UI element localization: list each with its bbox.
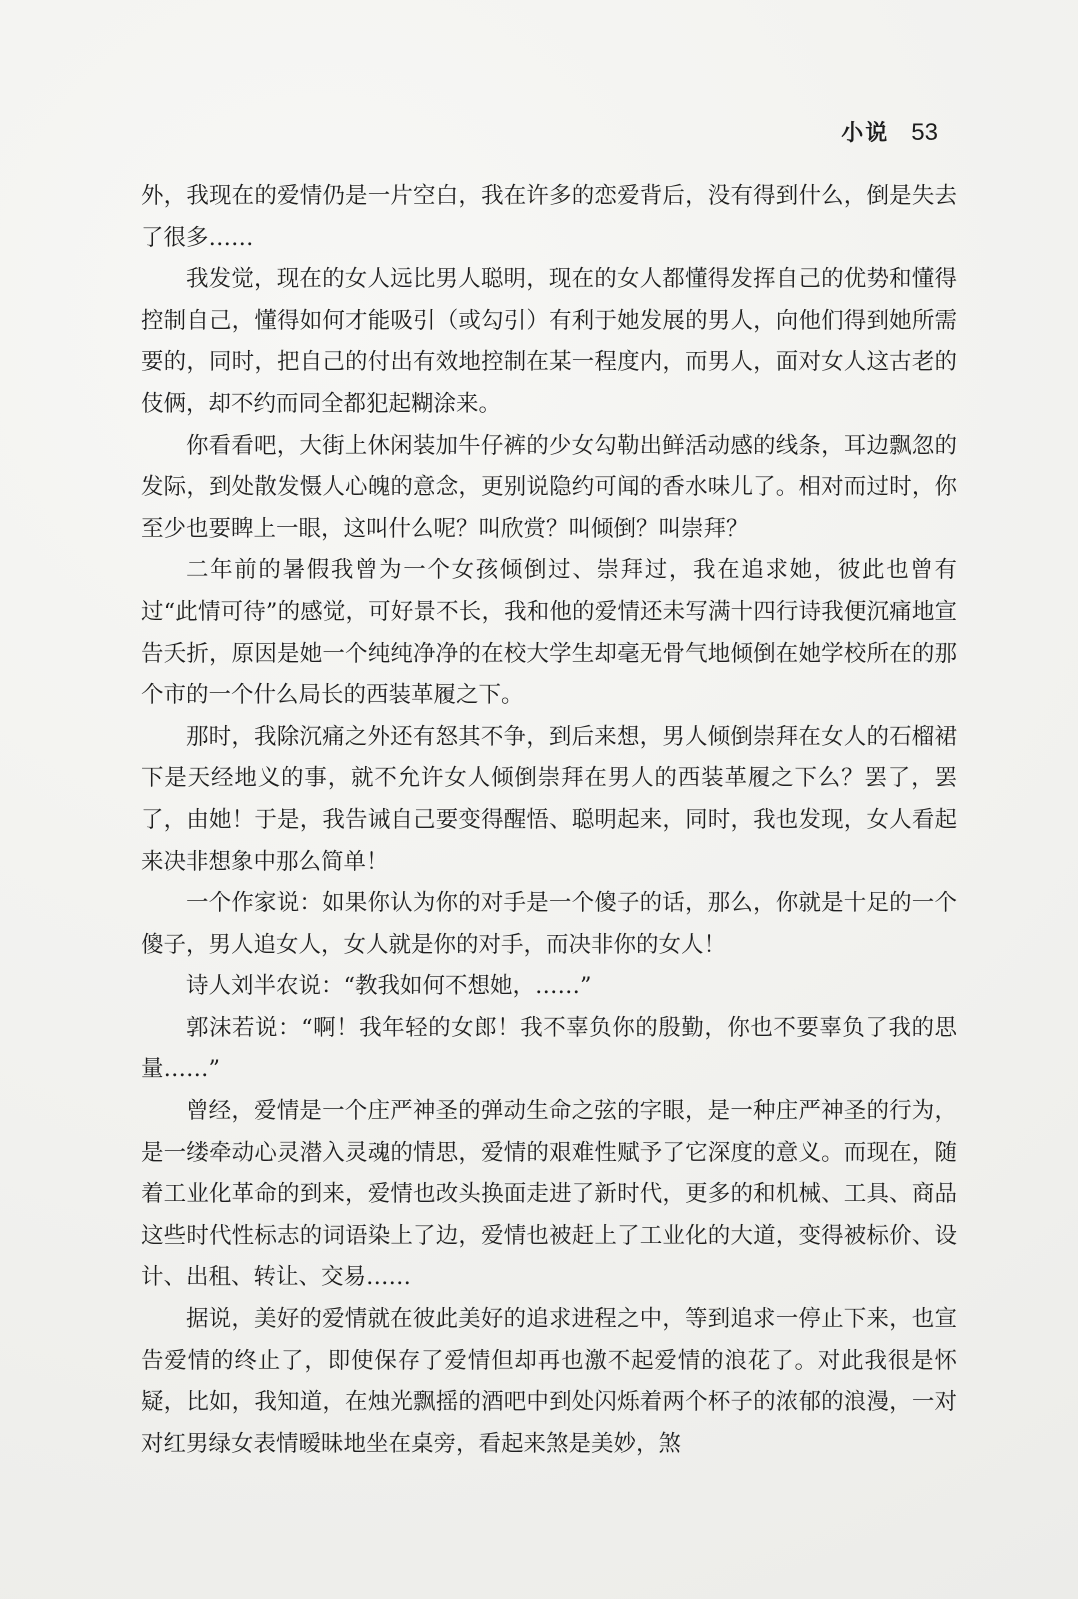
- section-title: 小说: [841, 121, 890, 146]
- paragraph: 诗人刘半农说：“教我如何不想她，……”: [186, 973, 592, 1000]
- page-number: 53: [911, 119, 938, 146]
- paragraph: 一个作家说：如果你认为你的对手是一个傻子的话，那么，你就是十足的一个傻子，男人追女人，女人就是你的对手，而决非你的女人！: [141, 890, 957, 958]
- paragraph: 据说，美好的爱情就在彼此美好的追求进程之中，等到追求一停止下来，也宣告爱情的终止了，即使保存了爱情但却再也激不起爱情的浪花了。对此我很是怀疑，比如，我知道，在烛光飘摇的酒吧中到处闪烁着两个杯子的浓郁的浪漫，一对对红男绿女表情暧昧地坐在桌旁，看起来煞是美妙，煞: [141, 1306, 957, 1457]
- body-text: [141, 176, 957, 1465]
- paragraph: 我发觉，现在的女人远比男人聪明，现在的女人都懂得发挥自己的优势和懂得控制自己，懂得如何才能吸引（或勾引）有利于她发展的男人，向他们得到她所需要的，同时，把自己的付出有效地控制在某一程度内，而男人，面对女人这古老的伎俩，却不约而同全都犯起糊涂来。: [141, 266, 957, 417]
- running-header: [841, 116, 938, 147]
- paragraph: 那时，我除沉痛之外还有怒其不争，到后来想，男人倾倒崇拜在女人的石榴裙下是天经地义的事，就不允许女人倾倒崇拜在男人的西装革履之下么？罢了，罢了，由她！于是，我告诫自己要变得醒悟、聪明起来，同时，我也发现，女人看起来决非想象中那么简单！: [141, 723, 957, 875]
- paragraph: 二年前的暑假我曾为一个女孩倾倒过、崇拜过，我在追求她，彼此也曾有过“此情可待”的感觉，可好景不长，我和他的爱情还未写满十四行诗我便沉痛地宣告夭折，原因是她一个纯纯净净的在校大学生却毫无骨气地倾倒在她学校所在的那个市的一个什么局长的西装革履之下。: [141, 557, 957, 709]
- paragraph: 你看看吧，大街上休闲装加牛仔裤的少女勾勒出鲜活动感的线条，耳边飘忽的发际，到处散发慑人心魄的意念，更别说隐约可闻的香水味儿了。相对而过时，你至少也要睥上一眼，这叫什么呢？叫欣赏？叫倾倒？叫崇拜？: [141, 432, 957, 542]
- paragraph: 曾经，爱情是一个庄严神圣的弹动生命之弦的字眼，是一种庄严神圣的行为，是一缕牵动心灵潜入灵魂的情思，爱情的艰难性赋予了它深度的意义。而现在，随着工业化革命的到来，爱情也改头换面走进了新时代，更多的和机械、工具、商品这些时代性标志的词语染上了边，爱情也被赶上了工业化的大道，变得被标价、设计、出租、转让、交易……: [141, 1098, 957, 1291]
- paragraph: 郭沫若说：“啊！我年轻的女郎！我不辜负你的殷勤，你也不要辜负了我的思量……”: [141, 1014, 957, 1083]
- paragraph: 外，我现在的爱情仍是一片空白，我在许多的恋爱背后，没有得到什么，倒是失去了很多……: [141, 183, 957, 251]
